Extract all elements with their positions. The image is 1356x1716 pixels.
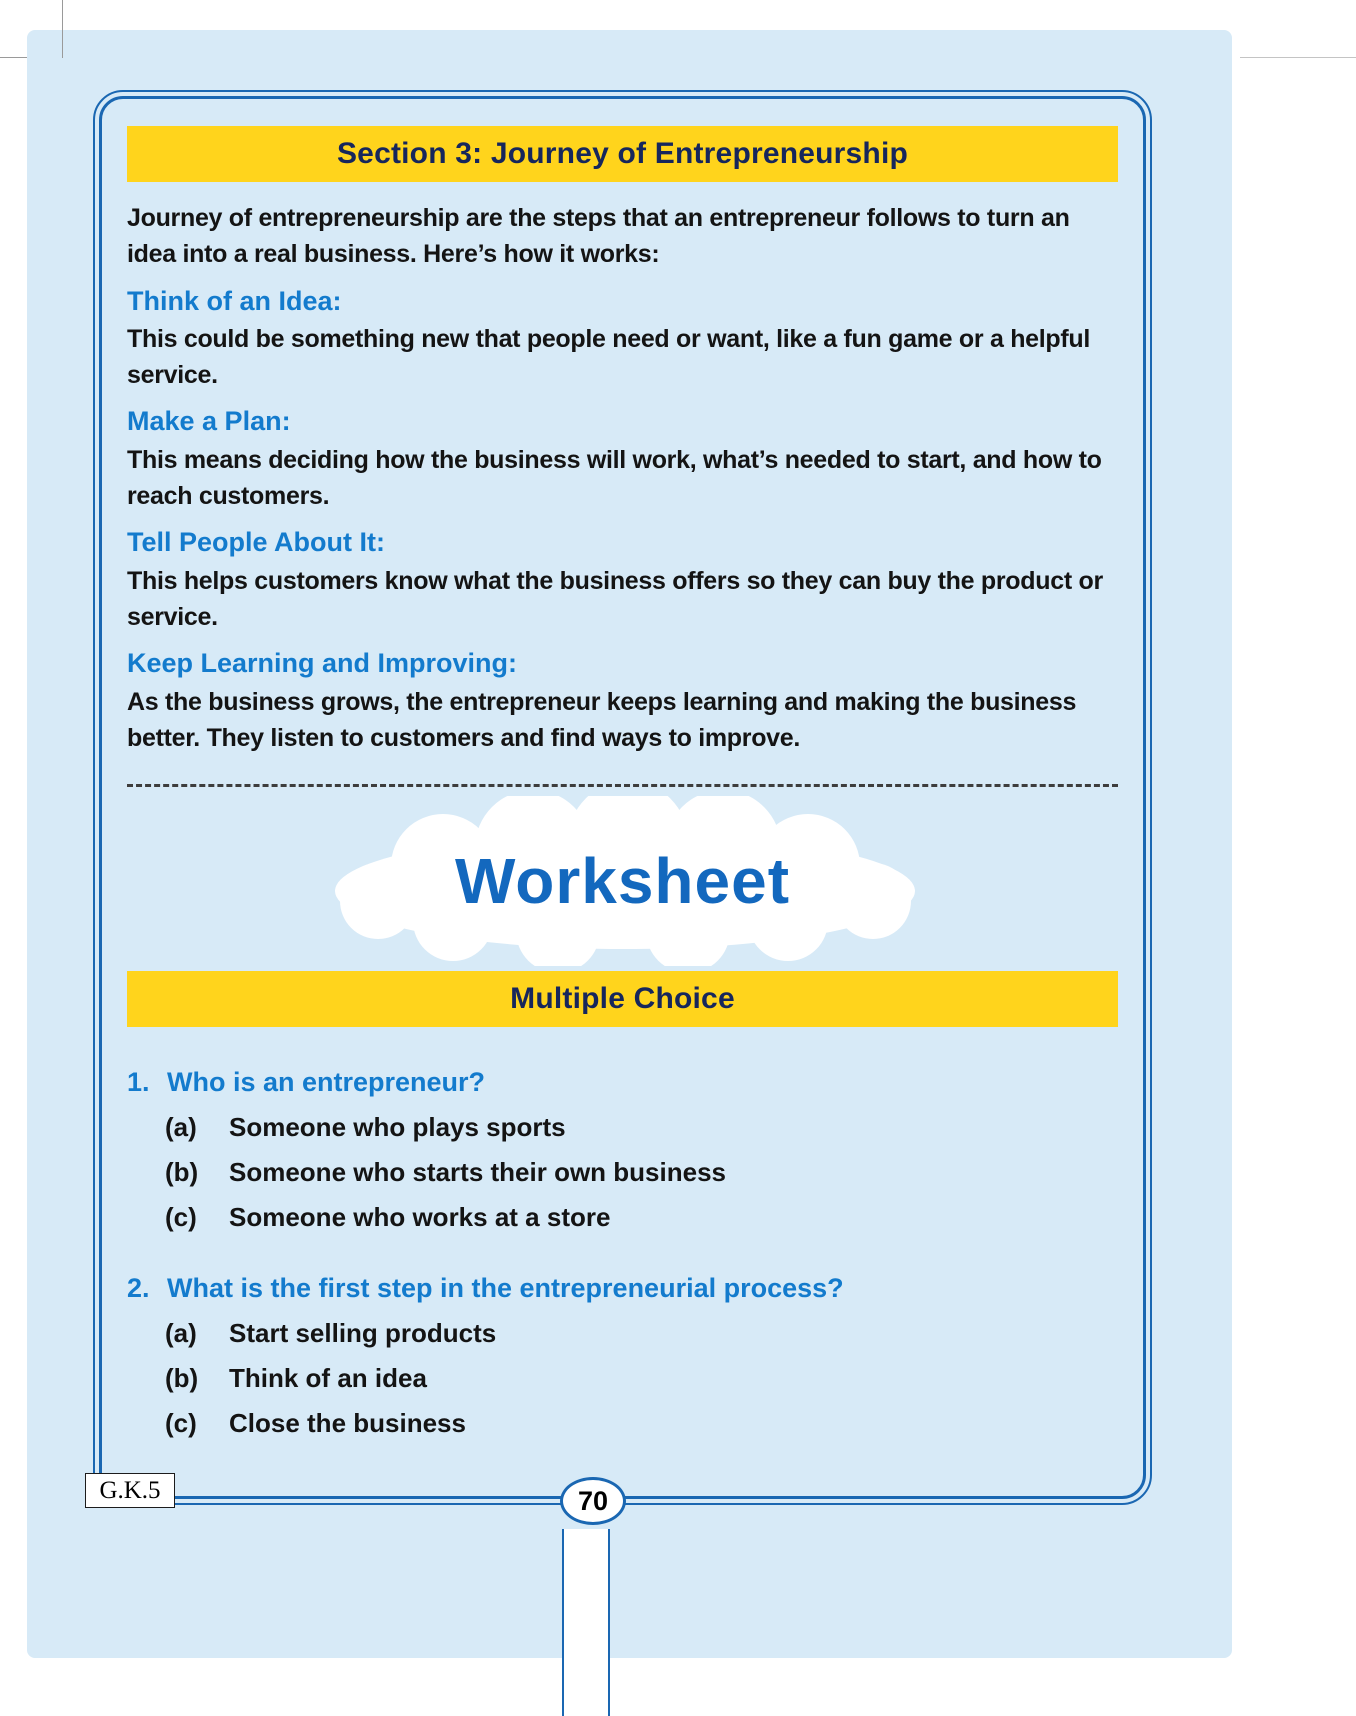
- step-body: This means deciding how the business will work, what’s needed to start, and how to reach customers.: [127, 445, 1102, 511]
- step-heading: Think of an Idea:: [127, 285, 342, 316]
- step-think-of-an-idea: [127, 283, 1118, 394]
- step-body: As the business grows, the entrepreneur keeps learning and making the business better. They listen to customers and find ways to improve.: [127, 687, 1077, 752]
- question-head: [127, 1067, 1118, 1098]
- option-label: (a): [165, 1318, 197, 1349]
- option-row: [127, 1112, 1118, 1143]
- option-row: [127, 1363, 1118, 1394]
- option-text: Someone who starts their own business: [229, 1157, 726, 1188]
- option-row: [127, 1157, 1118, 1188]
- step-tell-people-about-it: [127, 524, 1118, 635]
- page-number-badge: 70: [560, 1477, 626, 1525]
- step-body: This could be something new that people need or want, like a fun game or a helpful service.: [127, 324, 1091, 390]
- multiple-choice-title: Multiple Choice: [510, 982, 735, 1016]
- worksheet-title: Worksheet: [454, 845, 791, 918]
- bottom-tab-divider: [562, 1529, 610, 1716]
- option-label: (a): [165, 1112, 197, 1143]
- section-banner: [127, 126, 1118, 182]
- options-list: [127, 1318, 1118, 1439]
- option-label: (b): [165, 1363, 199, 1394]
- option-label: (c): [165, 1408, 197, 1439]
- step-heading: Keep Learning and Improving:: [127, 648, 518, 679]
- question-text: Who is an entrepreneur?: [167, 1067, 486, 1098]
- footer-edition-label: G.K.5: [85, 1473, 175, 1508]
- question-text: What is the first step in the entrepreneurial process?: [167, 1273, 844, 1304]
- question-1: [127, 1067, 1118, 1233]
- worksheet-header: [127, 797, 1118, 965]
- option-row: [127, 1408, 1118, 1439]
- page-content: [93, 90, 1152, 1505]
- crop-mark-left: [0, 57, 27, 58]
- step-heading: Make a Plan:: [127, 406, 291, 437]
- questions-list: [127, 1067, 1118, 1439]
- option-text: Think of an idea: [229, 1363, 427, 1394]
- question-head: [127, 1273, 1118, 1304]
- option-row: [127, 1202, 1118, 1233]
- option-text: Close the business: [229, 1408, 466, 1439]
- option-label: (b): [165, 1157, 199, 1188]
- dashed-divider: [127, 784, 1118, 787]
- question-number: 2.: [127, 1273, 150, 1304]
- step-keep-learning-improving: [127, 645, 1118, 756]
- question-2: [127, 1273, 1118, 1439]
- intro-text: Journey of entrepreneurship are the steps that an entrepreneur follows to turn an idea into a real business. Here’s how it works:: [127, 204, 1070, 269]
- step-body: This helps customers know what the business offers so they can buy the product or service.: [127, 566, 1103, 632]
- option-row: [127, 1318, 1118, 1349]
- options-list: [127, 1112, 1118, 1233]
- option-text: Someone who works at a store: [229, 1202, 611, 1233]
- option-text: Someone who plays sports: [229, 1112, 566, 1143]
- step-heading: Tell People About It:: [127, 527, 385, 558]
- section-title: Section 3: Journey of Entrepreneurship: [336, 137, 909, 170]
- multiple-choice-banner: [127, 971, 1118, 1027]
- question-number: 1.: [127, 1067, 150, 1098]
- crop-mark-right: [1240, 57, 1356, 58]
- crop-mark-vertical: [62, 0, 63, 58]
- step-make-a-plan: [127, 403, 1118, 514]
- option-label: (c): [165, 1202, 197, 1233]
- option-text: Start selling products: [229, 1318, 497, 1349]
